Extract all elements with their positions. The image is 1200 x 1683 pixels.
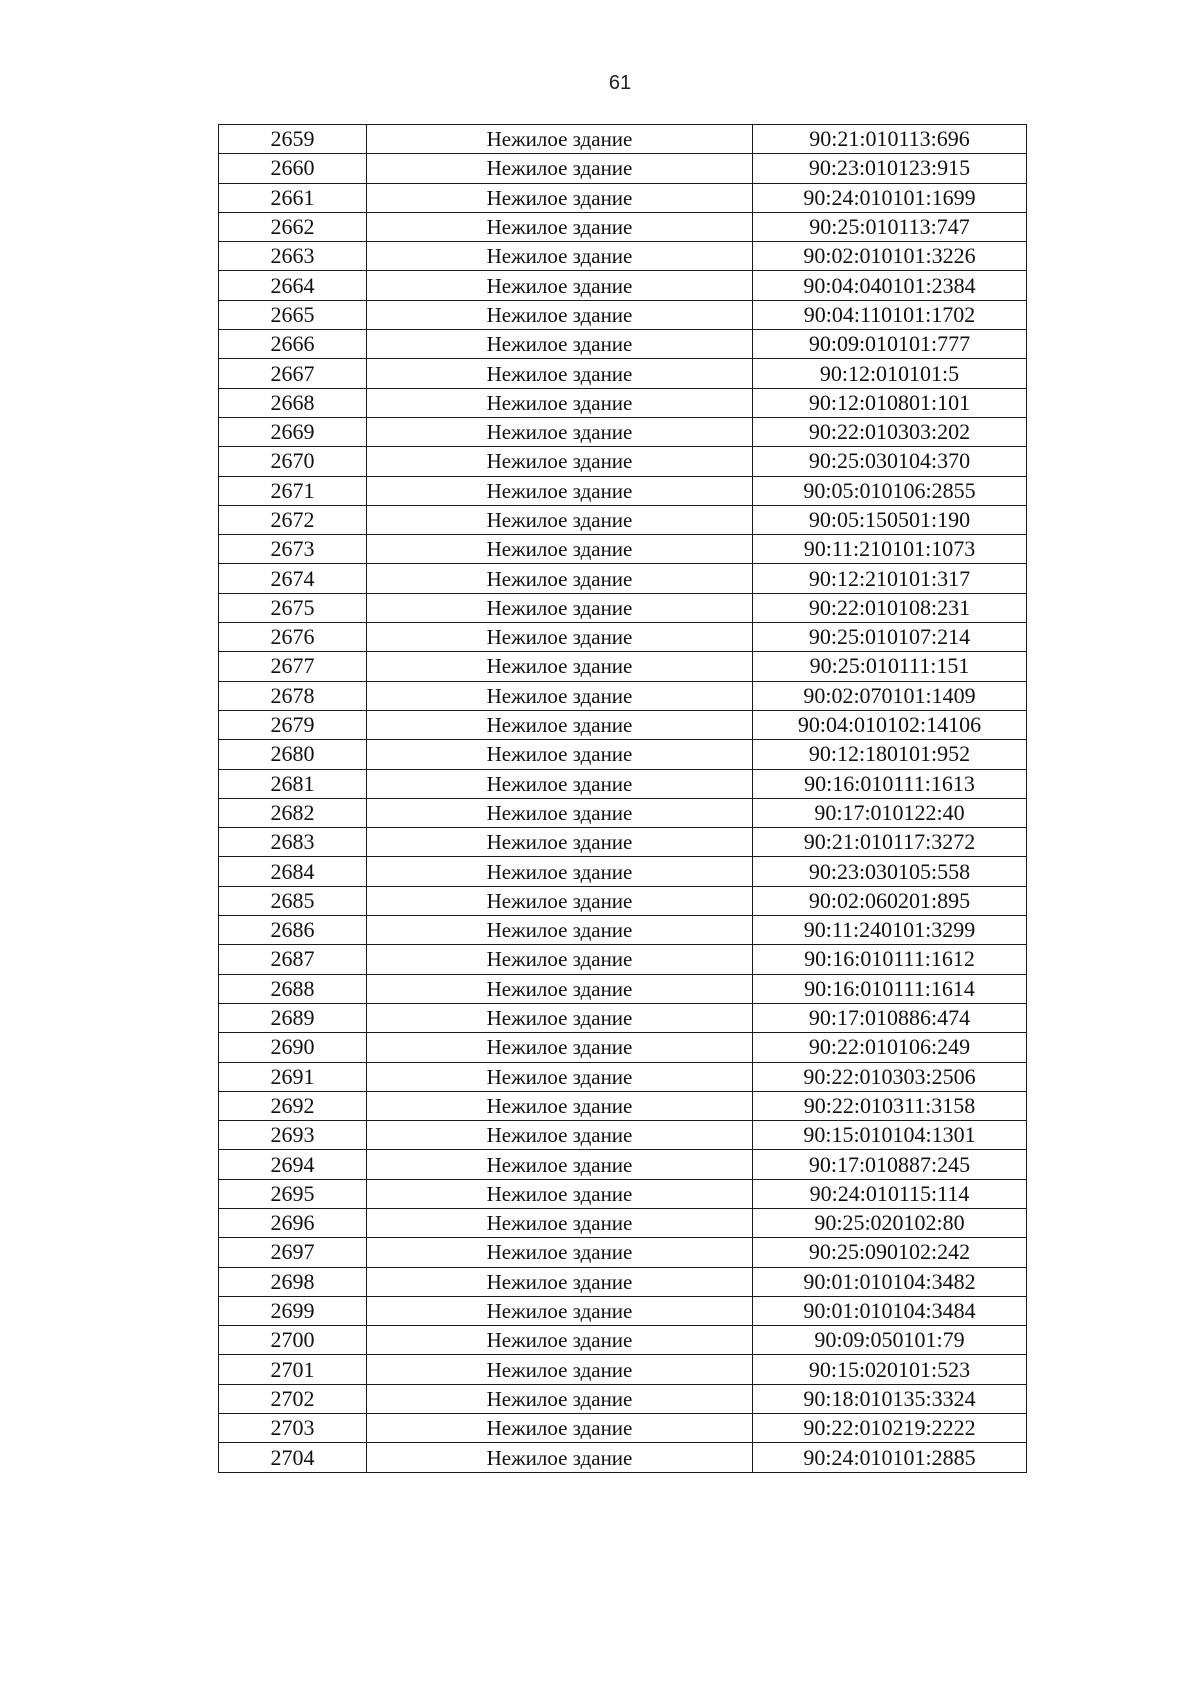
object-type-cell: Нежилое здание	[367, 1179, 753, 1208]
row-number-cell: 2700	[219, 1326, 367, 1355]
object-type-cell: Нежилое здание	[367, 1326, 753, 1355]
cadastral-number-cell: 90:22:010303:2506	[753, 1062, 1027, 1091]
row-number-cell: 2695	[219, 1179, 367, 1208]
cadastral-number-cell: 90:22:010311:3158	[753, 1091, 1027, 1120]
row-number-cell: 2691	[219, 1062, 367, 1091]
row-number-cell: 2669	[219, 417, 367, 446]
row-number-cell: 2686	[219, 916, 367, 945]
table-row	[219, 886, 1027, 915]
cadastral-number-cell: 90:04:010102:14106	[753, 710, 1027, 739]
object-type-cell: Нежилое здание	[367, 1003, 753, 1032]
row-number-cell: 2659	[219, 125, 367, 154]
row-number-cell: 2685	[219, 886, 367, 915]
table-row	[219, 681, 1027, 710]
table-row	[219, 1003, 1027, 1032]
object-type-cell: Нежилое здание	[367, 1150, 753, 1179]
object-type-cell: Нежилое здание	[367, 212, 753, 241]
object-type-cell: Нежилое здание	[367, 828, 753, 857]
table-row	[219, 1091, 1027, 1120]
row-number-cell: 2671	[219, 476, 367, 505]
page-number: 61	[608, 72, 632, 94]
object-type-cell: Нежилое здание	[367, 535, 753, 564]
row-number-cell: 2692	[219, 1091, 367, 1120]
row-number-cell: 2688	[219, 974, 367, 1003]
cadastral-number-cell: 90:04:040101:2384	[753, 271, 1027, 300]
objects-table-container	[218, 124, 1026, 1473]
cadastral-number-cell: 90:22:010108:231	[753, 593, 1027, 622]
cadastral-number-cell: 90:11:240101:3299	[753, 916, 1027, 945]
row-number-cell: 2687	[219, 945, 367, 974]
row-number-cell: 2694	[219, 1150, 367, 1179]
object-type-cell: Нежилое здание	[367, 593, 753, 622]
row-number-cell: 2676	[219, 623, 367, 652]
cadastral-number-cell: 90:09:010101:777	[753, 330, 1027, 359]
table-row	[219, 916, 1027, 945]
cadastral-number-cell: 90:22:010219:2222	[753, 1414, 1027, 1443]
row-number-cell: 2665	[219, 300, 367, 329]
cadastral-number-cell: 90:18:010135:3324	[753, 1384, 1027, 1413]
table-row	[219, 945, 1027, 974]
table-row	[219, 417, 1027, 446]
row-number-cell: 2663	[219, 242, 367, 271]
objects-table-body	[219, 125, 1027, 1473]
row-number-cell: 2699	[219, 1296, 367, 1325]
cadastral-number-cell: 90:15:020101:523	[753, 1355, 1027, 1384]
cadastral-number-cell: 90:12:010101:5	[753, 359, 1027, 388]
table-row	[219, 828, 1027, 857]
table-row	[219, 388, 1027, 417]
object-type-cell: Нежилое здание	[367, 1208, 753, 1237]
cadastral-number-cell: 90:12:180101:952	[753, 740, 1027, 769]
object-type-cell: Нежилое здание	[367, 681, 753, 710]
object-type-cell: Нежилое здание	[367, 1062, 753, 1091]
cadastral-number-cell: 90:02:010101:3226	[753, 242, 1027, 271]
cadastral-number-cell: 90:01:010104:3484	[753, 1296, 1027, 1325]
table-row	[219, 593, 1027, 622]
object-type-cell: Нежилое здание	[367, 798, 753, 827]
table-row	[219, 242, 1027, 271]
table-row	[219, 1326, 1027, 1355]
cadastral-number-cell: 90:24:010101:2885	[753, 1443, 1027, 1472]
cadastral-number-cell: 90:25:030104:370	[753, 447, 1027, 476]
object-type-cell: Нежилое здание	[367, 271, 753, 300]
object-type-cell: Нежилое здание	[367, 652, 753, 681]
row-number-cell: 2660	[219, 154, 367, 183]
row-number-cell: 2683	[219, 828, 367, 857]
table-row	[219, 125, 1027, 154]
row-number-cell: 2703	[219, 1414, 367, 1443]
object-type-cell: Нежилое здание	[367, 710, 753, 739]
table-row	[219, 1150, 1027, 1179]
object-type-cell: Нежилое здание	[367, 857, 753, 886]
row-number-cell: 2670	[219, 447, 367, 476]
row-number-cell: 2681	[219, 769, 367, 798]
cadastral-number-cell: 90:25:010107:214	[753, 623, 1027, 652]
row-number-cell: 2664	[219, 271, 367, 300]
row-number-cell: 2696	[219, 1208, 367, 1237]
row-number-cell: 2673	[219, 535, 367, 564]
object-type-cell: Нежилое здание	[367, 1414, 753, 1443]
row-number-cell: 2674	[219, 564, 367, 593]
table-row	[219, 974, 1027, 1003]
cadastral-number-cell: 90:09:050101:79	[753, 1326, 1027, 1355]
object-type-cell: Нежилое здание	[367, 974, 753, 1003]
object-type-cell: Нежилое здание	[367, 125, 753, 154]
object-type-cell: Нежилое здание	[367, 388, 753, 417]
table-row	[219, 652, 1027, 681]
row-number-cell: 2698	[219, 1267, 367, 1296]
object-type-cell: Нежилое здание	[367, 242, 753, 271]
row-number-cell: 2704	[219, 1443, 367, 1472]
table-row	[219, 476, 1027, 505]
table-row	[219, 857, 1027, 886]
objects-table	[218, 124, 1027, 1473]
table-row	[219, 1414, 1027, 1443]
object-type-cell: Нежилое здание	[367, 1384, 753, 1413]
table-row	[219, 1267, 1027, 1296]
cadastral-number-cell: 90:15:010104:1301	[753, 1121, 1027, 1150]
table-row	[219, 1384, 1027, 1413]
row-number-cell: 2690	[219, 1033, 367, 1062]
object-type-cell: Нежилое здание	[367, 1033, 753, 1062]
cadastral-number-cell: 90:02:060201:895	[753, 886, 1027, 915]
cadastral-number-cell: 90:12:210101:317	[753, 564, 1027, 593]
cadastral-number-cell: 90:21:010117:3272	[753, 828, 1027, 857]
table-row	[219, 1296, 1027, 1325]
cadastral-number-cell: 90:25:020102:80	[753, 1208, 1027, 1237]
table-row	[219, 1238, 1027, 1267]
object-type-cell: Нежилое здание	[367, 564, 753, 593]
object-type-cell: Нежилое здание	[367, 1443, 753, 1472]
table-row	[219, 623, 1027, 652]
object-type-cell: Нежилое здание	[367, 1121, 753, 1150]
object-type-cell: Нежилое здание	[367, 505, 753, 534]
row-number-cell: 2702	[219, 1384, 367, 1413]
cadastral-number-cell: 90:16:010111:1614	[753, 974, 1027, 1003]
cadastral-number-cell: 90:24:010115:114	[753, 1179, 1027, 1208]
table-row	[219, 1062, 1027, 1091]
object-type-cell: Нежилое здание	[367, 916, 753, 945]
cadastral-number-cell: 90:25:010111:151	[753, 652, 1027, 681]
object-type-cell: Нежилое здание	[367, 476, 753, 505]
row-number-cell: 2666	[219, 330, 367, 359]
table-row	[219, 1443, 1027, 1472]
table-row	[219, 271, 1027, 300]
table-row	[219, 447, 1027, 476]
table-row	[219, 1121, 1027, 1150]
table-row	[219, 1179, 1027, 1208]
row-number-cell: 2693	[219, 1121, 367, 1150]
cadastral-number-cell: 90:16:010111:1612	[753, 945, 1027, 974]
cadastral-number-cell: 90:23:030105:558	[753, 857, 1027, 886]
table-row	[219, 1355, 1027, 1384]
object-type-cell: Нежилое здание	[367, 1296, 753, 1325]
table-row	[219, 769, 1027, 798]
table-row	[219, 183, 1027, 212]
cadastral-number-cell: 90:11:210101:1073	[753, 535, 1027, 564]
object-type-cell: Нежилое здание	[367, 330, 753, 359]
row-number-cell: 2679	[219, 710, 367, 739]
cadastral-number-cell: 90:04:110101:1702	[753, 300, 1027, 329]
table-row	[219, 798, 1027, 827]
cadastral-number-cell: 90:05:010106:2855	[753, 476, 1027, 505]
row-number-cell: 2667	[219, 359, 367, 388]
row-number-cell: 2668	[219, 388, 367, 417]
cadastral-number-cell: 90:02:070101:1409	[753, 681, 1027, 710]
cadastral-number-cell: 90:17:010122:40	[753, 798, 1027, 827]
cadastral-number-cell: 90:23:010123:915	[753, 154, 1027, 183]
row-number-cell: 2672	[219, 505, 367, 534]
cadastral-number-cell: 90:22:010303:202	[753, 417, 1027, 446]
object-type-cell: Нежилое здание	[367, 1267, 753, 1296]
row-number-cell: 2701	[219, 1355, 367, 1384]
cadastral-number-cell: 90:17:010886:474	[753, 1003, 1027, 1032]
cadastral-number-cell: 90:24:010101:1699	[753, 183, 1027, 212]
row-number-cell: 2661	[219, 183, 367, 212]
table-row	[219, 330, 1027, 359]
object-type-cell: Нежилое здание	[367, 417, 753, 446]
object-type-cell: Нежилое здание	[367, 154, 753, 183]
object-type-cell: Нежилое здание	[367, 623, 753, 652]
table-row	[219, 740, 1027, 769]
cadastral-number-cell: 90:01:010104:3482	[753, 1267, 1027, 1296]
table-row	[219, 535, 1027, 564]
object-type-cell: Нежилое здание	[367, 300, 753, 329]
object-type-cell: Нежилое здание	[367, 359, 753, 388]
row-number-cell: 2677	[219, 652, 367, 681]
cadastral-number-cell: 90:12:010801:101	[753, 388, 1027, 417]
row-number-cell: 2678	[219, 681, 367, 710]
table-row	[219, 710, 1027, 739]
table-row	[219, 505, 1027, 534]
object-type-cell: Нежилое здание	[367, 447, 753, 476]
row-number-cell: 2684	[219, 857, 367, 886]
object-type-cell: Нежилое здание	[367, 945, 753, 974]
table-row	[219, 359, 1027, 388]
table-row	[219, 1208, 1027, 1237]
row-number-cell: 2675	[219, 593, 367, 622]
table-row	[219, 300, 1027, 329]
table-row	[219, 212, 1027, 241]
row-number-cell: 2680	[219, 740, 367, 769]
row-number-cell: 2682	[219, 798, 367, 827]
table-row	[219, 1033, 1027, 1062]
table-row	[219, 154, 1027, 183]
cadastral-number-cell: 90:17:010887:245	[753, 1150, 1027, 1179]
object-type-cell: Нежилое здание	[367, 769, 753, 798]
row-number-cell: 2662	[219, 212, 367, 241]
cadastral-number-cell: 90:22:010106:249	[753, 1033, 1027, 1062]
cadastral-number-cell: 90:16:010111:1613	[753, 769, 1027, 798]
object-type-cell: Нежилое здание	[367, 740, 753, 769]
object-type-cell: Нежилое здание	[367, 886, 753, 915]
cadastral-number-cell: 90:05:150501:190	[753, 505, 1027, 534]
cadastral-number-cell: 90:25:010113:747	[753, 212, 1027, 241]
object-type-cell: Нежилое здание	[367, 1091, 753, 1120]
cadastral-number-cell: 90:21:010113:696	[753, 125, 1027, 154]
row-number-cell: 2697	[219, 1238, 367, 1267]
cadastral-number-cell: 90:25:090102:242	[753, 1238, 1027, 1267]
object-type-cell: Нежилое здание	[367, 1355, 753, 1384]
row-number-cell: 2689	[219, 1003, 367, 1032]
object-type-cell: Нежилое здание	[367, 183, 753, 212]
object-type-cell: Нежилое здание	[367, 1238, 753, 1267]
table-row	[219, 564, 1027, 593]
